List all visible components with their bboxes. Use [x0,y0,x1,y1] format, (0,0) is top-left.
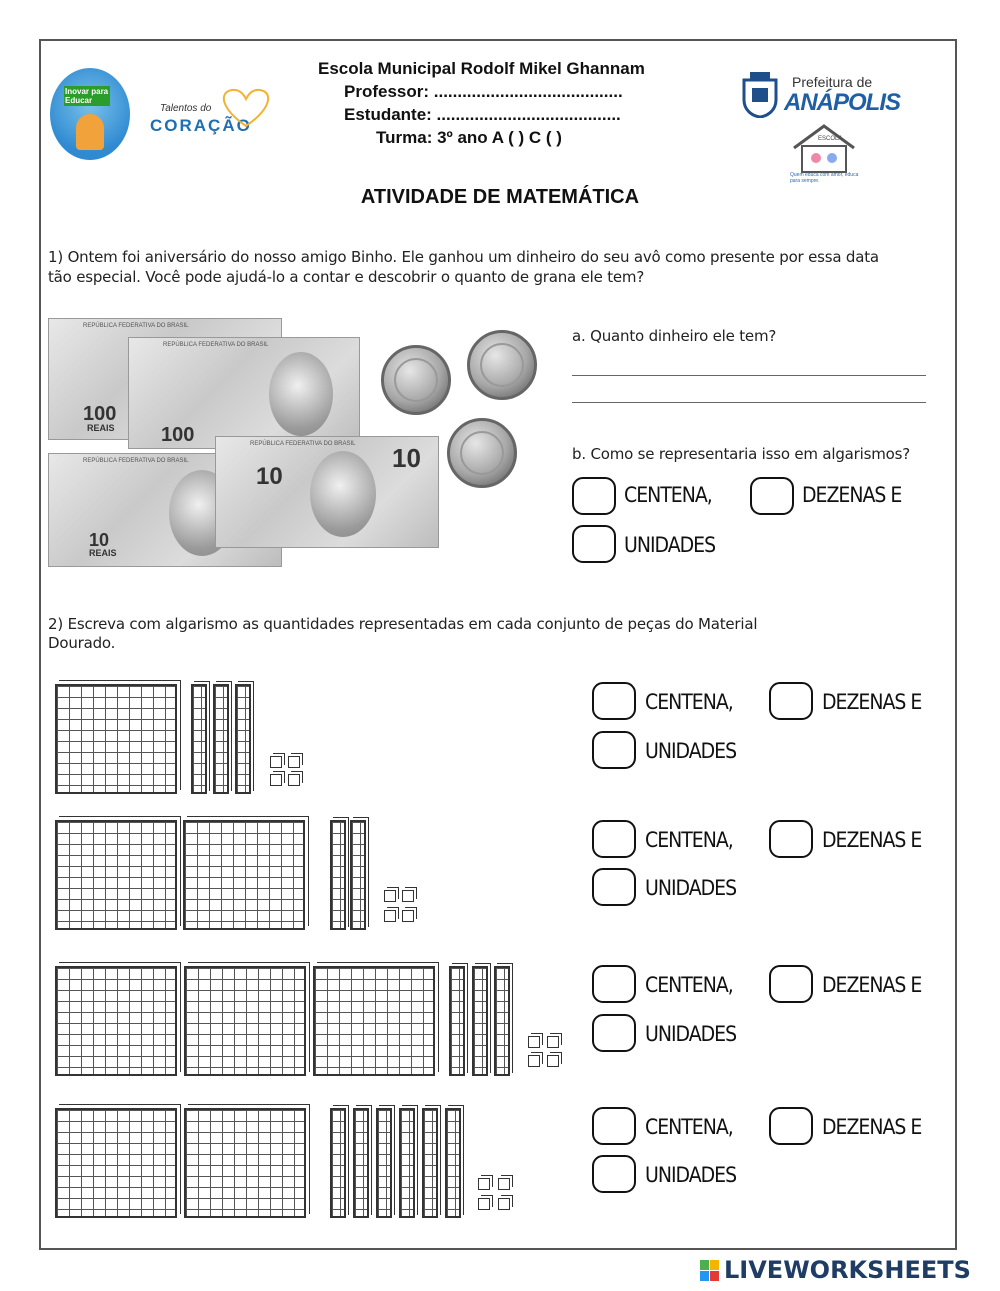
banknote-portrait [269,352,333,436]
ten-bar [353,1108,369,1218]
q1a-text: a. Quanto dinheiro ele tem? [572,327,777,345]
banknote-100-b [128,337,360,449]
centena-label: CENTENA, [645,828,733,852]
ten-bar [213,684,229,794]
ten-bar [376,1108,392,1218]
q1-centena-box[interactable] [572,477,616,515]
talentos-top: Talentos do [160,103,212,114]
q1-line2: tão especial. Você pode ajudá-lo a contar e descobrir o quanto de grana ele tem? [48,268,645,286]
centena-label: CENTENA, [645,973,733,997]
professor-field[interactable]: Professor: ........................................ [344,82,623,101]
hundred-plate [55,820,177,930]
logo-left-text: Inovar para Educar [65,87,109,105]
ten-bar [399,1108,415,1218]
liveworksheets-logo-icon [700,1260,720,1282]
liveworksheets-brand[interactable]: LIVEWORKSHEETS [724,1256,971,1284]
hundred-plate [313,966,435,1076]
unit-cube [270,774,282,786]
ten-bar [330,1108,346,1218]
set4-dezenas-box[interactable] [769,1107,813,1145]
ten-bar [330,820,346,930]
unit-cube [288,774,300,786]
banknote-portrait [310,451,376,537]
set1-unidades-box[interactable] [592,731,636,769]
unit-cube [478,1178,490,1190]
banknote-republic-text: REPÚBLICA FEDERATIVA DO BRASIL [250,441,356,447]
escola-slogan: Quem educa com amor, educa para sempre. [790,172,859,184]
centena-label: CENTENA, [624,483,712,507]
hundred-plate [184,1108,306,1218]
banknote-value-overlay: 10 [256,463,283,490]
hundred-plate [183,820,305,930]
unit-cube [384,890,396,902]
dezenas-label: DEZENAS E [822,828,922,852]
q2-line1: 2) Escreva com algarismo as quantidades representadas em cada conjunto de peças do Material [48,615,758,633]
dezenas-label: DEZENAS E [822,690,922,714]
banknote-value: 10 [392,443,421,473]
unit-cube [547,1055,559,1067]
unidades-label: UNIDADES [624,533,716,557]
prefeitura-top: Prefeitura de [792,74,873,90]
unidades-label: UNIDADES [645,1163,737,1187]
q1-dezenas-box[interactable] [750,477,794,515]
ten-bar [445,1108,461,1218]
unidades-label: UNIDADES [645,1022,737,1046]
answer-line-2[interactable] [572,402,926,403]
unidades-label: UNIDADES [645,876,737,900]
q1-unidades-box[interactable] [572,525,616,563]
unit-cube [402,890,414,902]
dezenas-label: DEZENAS E [822,1115,922,1139]
set1-dezenas-box[interactable] [769,682,813,720]
unit-cube [498,1178,510,1190]
banknote-value-small: 10 [89,530,110,550]
ten-bar [472,966,488,1076]
inovar-educar-logo [50,68,130,160]
banknote-reais: REAIS [89,548,117,558]
dezenas-label: DEZENAS E [802,483,902,507]
class-field[interactable]: Turma: 3º ano A ( ) C ( ) [376,128,562,147]
ten-bar [191,684,207,794]
unit-cube [402,910,414,922]
coin-1-real [381,345,451,415]
ten-bar [235,684,251,794]
escola-badge: ESCOLA [818,136,843,142]
school-name: Escola Municipal Rodolf Mikel Ghannam [318,59,645,78]
hundred-plate [55,1108,177,1218]
unit-cube [528,1055,540,1067]
q1b-text: b. Como se representaria isso em algarismos? [572,445,910,463]
unit-cube [478,1198,490,1210]
set4-centena-box[interactable] [592,1107,636,1145]
hundred-plate [55,966,177,1076]
q2-line2: Dourado. [48,634,116,652]
banknote-value: 100 [161,424,195,446]
prefeitura-city: ANÁPOLIS [784,89,901,116]
coin-1-real [467,330,537,400]
banknote-reais: REAIS [87,423,115,433]
q1-line1: 1) Ontem foi aniversário do nosso amigo Binho. Ele ganhou um dinheiro do seu avô como presente por essa data [48,248,879,266]
ten-bar [350,820,366,930]
unidades-label: UNIDADES [645,739,737,763]
hundred-plate [184,966,306,1076]
centena-label: CENTENA, [645,1115,733,1139]
banknote-value: 100 [83,403,117,425]
set2-unidades-box[interactable] [592,868,636,906]
banknote-republic-text: REPÚBLICA FEDERATIVA DO BRASIL [83,323,189,329]
hundred-plate [55,684,177,794]
unit-cube [288,756,300,768]
unit-cube [498,1198,510,1210]
set2-dezenas-box[interactable] [769,820,813,858]
ten-bar [494,966,510,1076]
answer-line-1[interactable] [572,375,926,376]
city-crest-icon [740,70,780,118]
student-field[interactable]: Estudante: ....................................... [344,105,621,124]
set4-unidades-box[interactable] [592,1155,636,1193]
coin-1-real [447,418,517,488]
banknote-republic-text: REPÚBLICA FEDERATIVA DO BRASIL [163,342,269,348]
unit-cube [270,756,282,768]
set1-centena-box[interactable] [592,682,636,720]
set3-unidades-box[interactable] [592,1014,636,1052]
page-title: ATIVIDADE DE MATEMÁTICA [360,186,640,208]
set3-dezenas-box[interactable] [769,965,813,1003]
centena-label: CENTENA, [645,690,733,714]
set2-centena-box[interactable] [592,820,636,858]
child-figure-icon [76,114,104,150]
dezenas-label: DEZENAS E [822,973,922,997]
ten-bar [449,966,465,1076]
unit-cube [384,910,396,922]
talentos-bottom: CORAÇÃO [150,116,252,135]
ten-bar [422,1108,438,1218]
set3-centena-box[interactable] [592,965,636,1003]
unit-cube [528,1036,540,1048]
escola-house-icon [788,122,860,174]
unit-cube [547,1036,559,1048]
heart-icon [215,84,277,130]
banknote-10-b [215,436,439,548]
banknote-republic-text: REPÚBLICA FEDERATIVA DO BRASIL [83,458,189,464]
